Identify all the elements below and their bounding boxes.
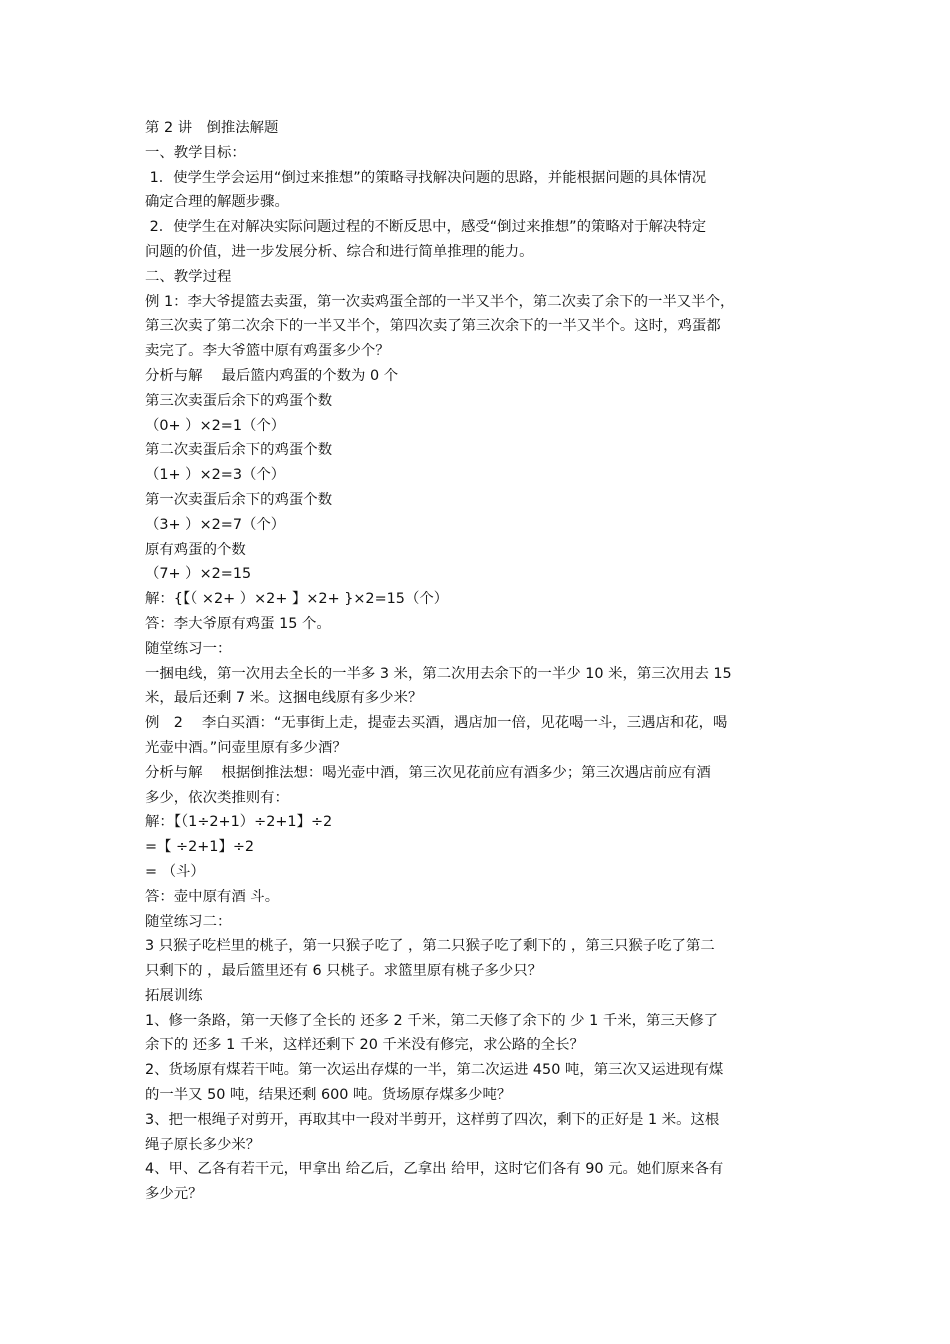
analysis-1: 分析与解 最后篮内鸡蛋的个数为 0 个 — [145, 367, 399, 384]
example-1-line-2: 第三次卖了第二次余下的一半又半个，第四次卖了第三次余下的一半又半个。这时，鸡蛋都 — [145, 318, 721, 335]
original-label: 原有鸡蛋的个数 — [145, 541, 246, 558]
solution-2-line-1: 解：【（1÷2+1）÷2+1】÷2 — [145, 814, 333, 831]
example-1-line-1: 例 1：李大爷提篮去卖蛋，第一次卖鸡蛋全部的一半又半个，第二次卖了余下的一半又半个， — [145, 293, 735, 310]
solution-2-line-2: =【 ÷2+1】÷2 — [145, 839, 255, 856]
practice-2-line-2: 只剩下的 ，最后篮里还有 6 只桃子。求篮里原有桃子多少只？ — [145, 963, 543, 980]
goal-1-line-1: 1．使学生学会运用“倒过来推想”的策略寻找解决问题的思路，并能根据问题的具体情况 — [145, 169, 707, 186]
practice-1-line-1: 一捆电线，第一次用去全长的一半多 3 米，第二次用去余下的一半少 10 米，第三次用去 15 — [145, 665, 732, 682]
example-1-line-3: 卖完了。李大爷篮中原有鸡蛋多少个？ — [145, 343, 390, 360]
extension-4-line-2: 多少元？ — [145, 1186, 203, 1203]
lesson-title: 第 2 讲 倒推法解题 — [145, 120, 279, 136]
original-formula: （7+ ）×2=15 — [145, 566, 252, 583]
goal-2-line-2: 问题的价值，进一步发展分析、综合和进行简单推理的能力。 — [145, 243, 534, 260]
extension-heading: 拓展训练 — [145, 987, 203, 1004]
goal-1-line-2: 确定合理的解题步骤。 — [145, 194, 289, 211]
extension-1-line-1: 1、修一条路，第一天修了全长的 还多 2 千米，第二天修了余下的 少 1 千米，第三天修了 — [145, 1012, 718, 1029]
step-1-formula: （3+ ）×2=7（个） — [145, 516, 286, 533]
extension-2-line-1: 2、货场原有煤若干吨。第一次运出存煤的一半，第二次运进 450 吨，第三次又运进现有煤 — [145, 1062, 724, 1079]
analysis-2-line-1: 分析与解 根据倒推法想：喝光壶中酒，第三次见花前应有酒多少；第三次遇店前应有酒 — [145, 764, 711, 781]
example-2-line-2: 光壶中酒。”问壶里原有多少酒？ — [145, 739, 347, 756]
step-2-label: 第二次卖蛋后余下的鸡蛋个数 — [145, 442, 333, 459]
step-2-formula: （1+ ）×2=3（个） — [145, 467, 286, 484]
extension-1-line-2: 余下的 还多 1 千米，这样还剩下 20 千米没有修完，求公路的全长？ — [145, 1037, 584, 1054]
document-page — [145, 116, 810, 1207]
step-3-label: 第三次卖蛋后余下的鸡蛋个数 — [145, 392, 333, 409]
goal-2-line-1: 2．使学生在对解决实际问题过程的不断反思中，感受“倒过来推想”的策略对于解决特定 — [145, 219, 707, 236]
example-2-line-1: 例 2 李白买酒：“无事街上走，提壶去买酒，遇店加一倍，见花喝一斗，三遇店和花，喝 — [145, 715, 728, 732]
practice-1-heading: 随堂练习一： — [145, 640, 232, 657]
extension-3-line-1: 3、把一根绳子对剪开，再取其中一段对半剪开，这样剪了四次，剩下的正好是 1 米。这根 — [145, 1111, 720, 1128]
practice-1-line-2: 米，最后还剩 7 米。这捆电线原有多少米？ — [145, 690, 423, 707]
answer-1: 答：李大爷原有鸡蛋 15 个。 — [145, 615, 331, 632]
extension-4-line-1: 4、甲、乙各有若干元，甲拿出 给乙后，乙拿出 给甲，这时它们各有 90 元。她们原来各有 — [145, 1161, 724, 1178]
section-heading-process: 二、教学过程 — [145, 268, 232, 285]
step-3-formula: （0+ ）×2=1（个） — [145, 417, 286, 434]
section-heading-goals: 一、教学目标： — [145, 144, 246, 161]
practice-2-line-1: 3 只猴子吃栏里的桃子，第一只猴子吃了 ，第二只猴子吃了剩下的 ，第三只猴子吃了第二 — [145, 938, 715, 955]
analysis-2-line-2: 多少，依次类推则有： — [145, 789, 289, 806]
extension-3-line-2: 绳子原长多少米？ — [145, 1136, 261, 1153]
solution-2-line-3: = （斗） — [145, 863, 205, 880]
extension-2-line-2: 的一半又 50 吨，结果还剩 600 吨。货场原存煤多少吨？ — [145, 1087, 512, 1104]
step-1-label: 第一次卖蛋后余下的鸡蛋个数 — [145, 491, 333, 508]
answer-2: 答：壶中原有酒 斗。 — [145, 888, 280, 905]
solution-1: 解：{【（ ×2+ ）×2+ 】×2+ }×2=15（个） — [145, 591, 449, 608]
practice-2-heading: 随堂练习二： — [145, 913, 232, 930]
